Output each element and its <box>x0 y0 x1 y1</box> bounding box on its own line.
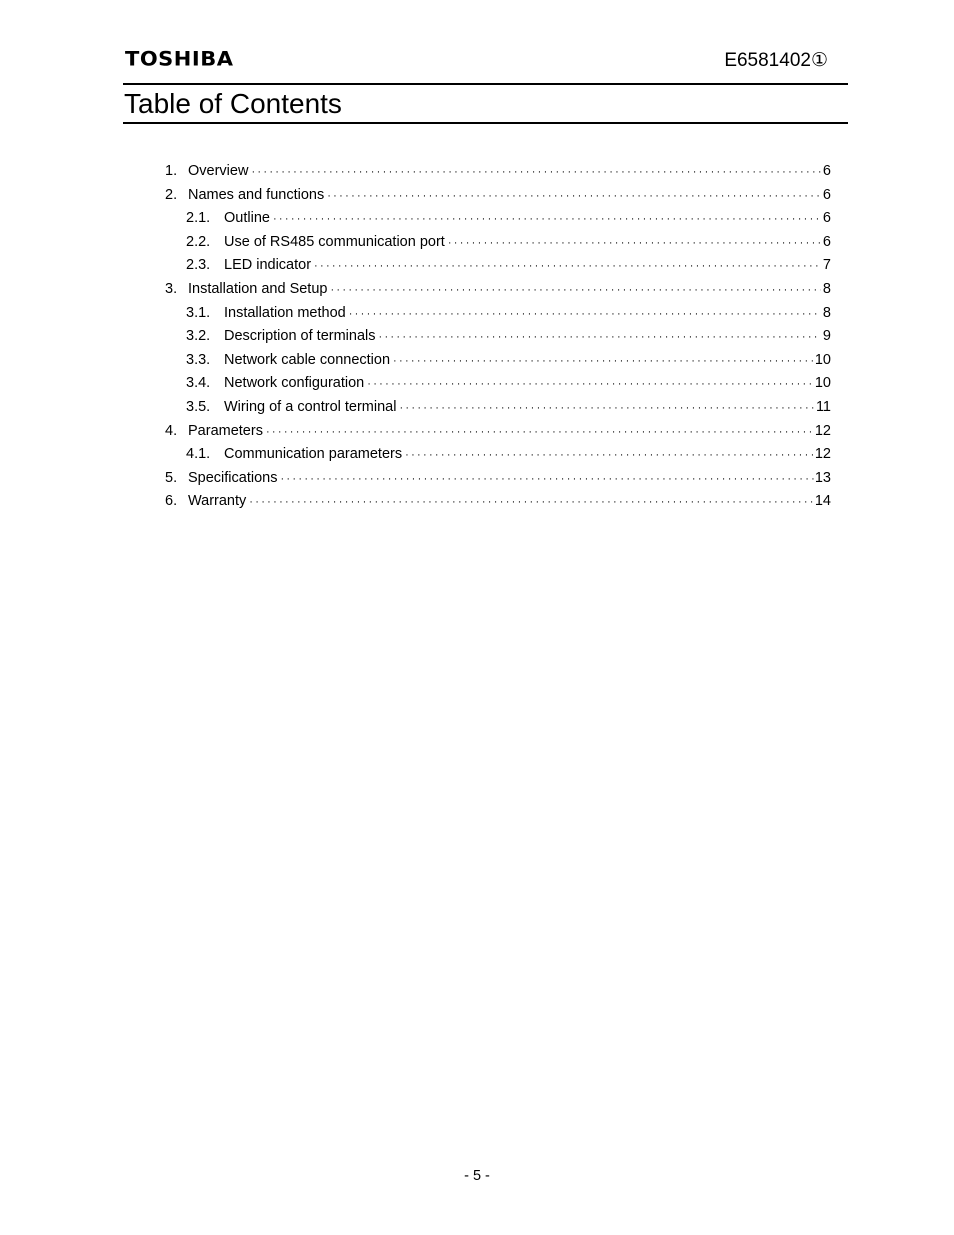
toc-entry-parameters[interactable] <box>165 420 831 444</box>
toc-entry-label: Specifications <box>188 469 278 486</box>
toc-entry-number: 2.1. <box>186 210 211 227</box>
toc-entry-warranty[interactable] <box>165 490 831 514</box>
dot-leader <box>349 303 821 327</box>
toc-entry-description-of-terminals[interactable] <box>165 325 831 349</box>
toc-entry-page: 7 <box>822 257 831 274</box>
toc-entry-page: 6 <box>822 210 831 227</box>
toc-entry-number: 4.1. <box>186 446 211 463</box>
toc-entry-number: 2.2. <box>186 233 211 250</box>
toc-entry-label: Wiring of a control terminal <box>224 398 397 415</box>
page-number: - 5 - <box>464 1168 490 1184</box>
toc-entry-page: 10 <box>814 351 831 368</box>
toc-entry-outline[interactable] <box>165 207 831 231</box>
toc-entry-label: Installation and Setup <box>188 280 328 297</box>
toc-entry-page: 11 <box>815 398 831 415</box>
toc-entry-label: Installation method <box>224 304 346 321</box>
toc-entry-names-and-functions[interactable] <box>165 184 831 208</box>
toc-entry-rs485-port[interactable] <box>165 231 831 255</box>
toc-entry-number: 3.4. <box>186 375 211 392</box>
dot-leader <box>405 444 815 468</box>
toc-entry-installation-and-setup[interactable] <box>165 278 831 302</box>
toc-entry-label: Network configuration <box>224 375 365 392</box>
toc-entry-number: 1. <box>165 163 178 179</box>
toc-entry-page: 6 <box>822 186 831 203</box>
header-rule <box>123 83 848 85</box>
toc-entry-page: 14 <box>814 493 831 510</box>
toc-entry-label: Description of terminals <box>224 328 376 345</box>
toc-entry-overview[interactable] <box>165 160 831 184</box>
dot-leader <box>393 350 815 374</box>
toshiba-logo: TOSHIBA <box>125 47 234 70</box>
toc-entry-number: 3.1. <box>186 304 211 321</box>
toc-entry-network-cable-connection[interactable] <box>165 349 831 373</box>
dot-leader <box>280 468 814 492</box>
toc-entry-page: 6 <box>822 233 831 250</box>
toc-entry-installation-method[interactable] <box>165 302 831 326</box>
page-title: Table of Contents <box>124 88 342 119</box>
toc-entry-number: 3.3. <box>186 351 211 368</box>
toc-entry-number: 2.3. <box>186 257 211 274</box>
dot-leader <box>367 373 815 397</box>
toc-entry-label: Names and functions <box>188 186 325 203</box>
toc-entry-page: 8 <box>822 304 831 321</box>
table-of-contents <box>165 160 831 514</box>
toc-entry-page: 12 <box>814 446 831 463</box>
dot-leader <box>273 208 821 232</box>
toc-entry-label: Communication parameters <box>224 446 403 463</box>
dot-leader <box>249 491 815 515</box>
dot-leader <box>330 279 821 303</box>
toc-entry-label: Network cable connection <box>224 351 391 368</box>
toc-entry-number: 5. <box>165 469 178 486</box>
document-id: E6581402① <box>724 50 828 71</box>
dot-leader <box>266 421 815 445</box>
dot-leader <box>327 185 821 209</box>
toc-entry-number: 6. <box>165 493 178 510</box>
toc-entry-label: Warranty <box>188 493 247 510</box>
toc-entry-label: Overview <box>188 163 249 179</box>
toc-entry-page: 12 <box>814 422 831 439</box>
toc-entry-number: 3.5. <box>186 398 211 415</box>
toc-entry-communication-parameters[interactable] <box>165 443 831 467</box>
toc-entry-page: 10 <box>814 375 831 392</box>
dot-leader <box>448 232 821 256</box>
toc-entry-label: LED indicator <box>224 257 312 274</box>
toc-entry-wiring-control-terminal[interactable] <box>165 396 831 420</box>
toc-entry-page: 6 <box>822 163 831 179</box>
toc-entry-network-configuration[interactable] <box>165 372 831 396</box>
toc-entry-number: 3.2. <box>186 328 211 345</box>
toc-entry-specifications[interactable] <box>165 467 831 491</box>
dot-leader <box>399 397 815 421</box>
toc-entry-label: Parameters <box>188 422 263 439</box>
dot-leader <box>251 161 821 185</box>
toc-entry-number: 3. <box>165 280 178 297</box>
toc-entry-number: 2. <box>165 186 178 203</box>
toc-entry-page: 13 <box>814 469 831 486</box>
dot-leader <box>379 326 822 350</box>
toc-entry-page: 9 <box>822 328 831 345</box>
title-rule <box>123 122 848 124</box>
dot-leader <box>314 255 821 279</box>
toc-entry-led-indicator[interactable] <box>165 254 831 278</box>
toc-entry-number: 4. <box>165 422 178 439</box>
toc-entry-page: 8 <box>822 280 831 297</box>
toc-entry-label: Use of RS485 communication port <box>224 233 445 250</box>
toc-entry-label: Outline <box>224 210 270 227</box>
